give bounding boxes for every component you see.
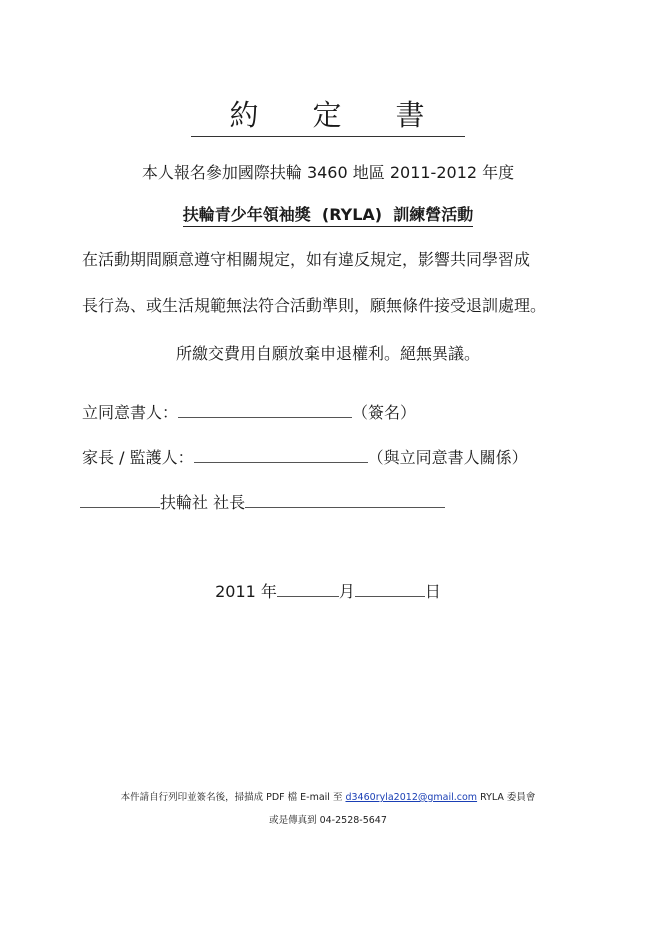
document-title [0,93,656,137]
date-row [0,579,656,602]
club-row [80,490,445,513]
footer-suffix: RYLA 委員會 [477,792,536,803]
title-char-2: 定 [312,98,344,132]
signer-row [82,400,416,423]
activity-code: (RYLA) [321,205,383,224]
month-blank[interactable] [277,582,339,597]
activity-name: 扶輪青少年領袖獎 [182,205,311,224]
intro-line: 本人報名參加國際扶輪 3460 地區 2011-2012 年度 [141,163,515,182]
date-day-label: 日 [424,582,441,601]
footer-prefix: 本件請自行列印並簽名後，掃描成 PDF 檔 E-mail 至 [120,792,346,803]
footer-email-link[interactable]: d3460ryla2012@gmail.com [345,792,478,803]
body-line-2: 長行為、或生活規範無法符合活動準則，願無條件接受退訓處理。 [82,296,547,315]
signer-blank[interactable] [178,403,352,418]
club-name-blank[interactable] [80,493,160,508]
activity-line [0,202,656,225]
guardian-note: （與立同意書人關係） [367,448,528,467]
body-line-3: 所繳交費用自願放棄申退權利。絕無異議。 [175,344,480,363]
date-month-label: 月 [338,582,355,601]
guardian-blank[interactable] [194,448,368,463]
title-underline [191,93,464,137]
footer-line-2: 或是傳真到 04-2528-5647 [269,815,387,826]
guardian-label: 家長 / 監護人： [82,448,194,467]
signer-label: 立同意書人： [82,403,179,422]
activity-suffix: 訓練營活動 [393,205,474,224]
day-blank[interactable] [355,582,425,597]
club-label: 扶輪社 社長 [160,493,246,512]
signer-note: （簽名） [352,403,417,422]
date-year: 2011 年 [215,582,277,601]
president-blank[interactable] [245,493,445,508]
guardian-row [82,445,528,468]
title-char-1: 約 [229,98,261,132]
body-line-1: 在活動期間願意遵守相關規定，如有違反規定，影響共同學習成 [82,250,531,269]
activity-underlined [183,205,474,227]
footer-line-1 [0,789,656,803]
title-char-3: 書 [395,98,427,132]
